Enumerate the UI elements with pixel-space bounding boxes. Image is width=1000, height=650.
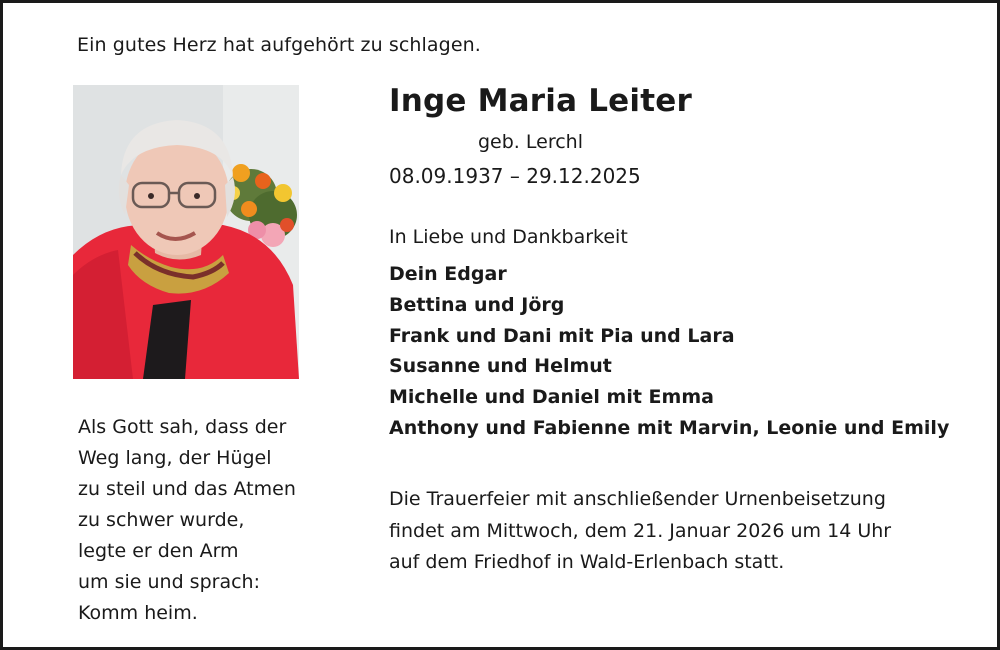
poem — [78, 412, 296, 629]
mourner-name: Anthony und Fabienne mit Marvin, Leonie und Emily — [389, 416, 950, 439]
mourner-name: Susanne und Helmut — [389, 355, 612, 378]
poem-line: um sie und sprach: — [78, 571, 260, 593]
service-line: auf dem Friedhof in Wald-Erlenbach statt. — [389, 551, 785, 573]
mourner-name: Dein Edgar — [389, 263, 507, 285]
portrait-photo — [73, 85, 299, 379]
poem-line: zu schwer wurde, — [78, 509, 245, 531]
poem-line: zu steil und das Atmen — [78, 478, 296, 500]
mourner-name: Michelle und Daniel mit Emma — [389, 386, 714, 409]
poem-line: Weg lang, der Hügel — [78, 447, 272, 469]
poem-line: Komm heim. — [78, 602, 198, 624]
service-line: Die Trauerfeier mit anschließender Urnenbeisetzung — [389, 488, 886, 510]
life-dates: 08.09.1937 – 29.12.2025 — [389, 164, 641, 188]
mourners-label: In Liebe und Dankbarkeit — [389, 226, 628, 248]
poem-line: legte er den Arm — [78, 540, 239, 562]
mourner-name: Bettina und Jörg — [389, 293, 565, 316]
service-line: findet am Mittwoch, dem 21. Januar 2026 um 14 Uhr — [389, 519, 892, 542]
intro-text: Ein gutes Herz hat aufgehört zu schlagen. — [77, 34, 481, 56]
maiden-name: geb. Lerchl — [478, 131, 583, 153]
mourners-list — [389, 259, 949, 444]
poem-line: Als Gott sah, dass der — [78, 416, 287, 438]
deceased-name: Inge Maria Leiter — [389, 83, 692, 119]
mourner-name: Frank und Dani mit Pia und Lara — [389, 324, 735, 347]
service-info — [389, 484, 891, 579]
